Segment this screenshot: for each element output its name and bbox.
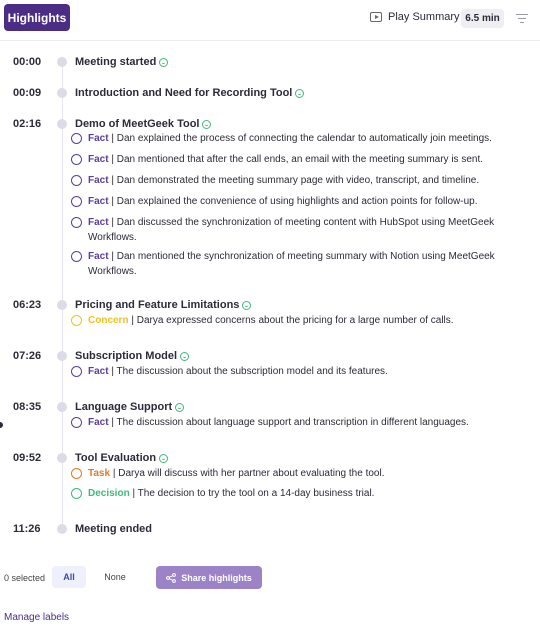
highlight-text <box>88 486 531 501</box>
footer-bar <box>0 566 540 590</box>
section-title <box>75 452 168 464</box>
scroll-handle[interactable] <box>0 422 3 428</box>
header-divider <box>0 40 540 41</box>
highlight-label: Fact <box>88 366 109 377</box>
section-title-text: Demo of MeetGeek Tool <box>75 118 200 130</box>
timeline-dot <box>57 88 67 98</box>
section-title <box>75 523 152 535</box>
play-icon <box>370 12 382 22</box>
highlight-text <box>88 249 531 279</box>
highlight-label: Fact <box>88 417 109 428</box>
select-all-button[interactable]: All <box>52 566 86 588</box>
highlight-text <box>88 215 531 245</box>
highlight-item[interactable] <box>71 131 531 146</box>
sentiment-smile-icon <box>159 58 168 67</box>
play-summary-label: Play Summary <box>388 11 460 23</box>
highlight-text <box>88 131 531 146</box>
highlight-label: Fact <box>88 196 109 207</box>
highlight-text <box>88 313 531 328</box>
highlight-body: | Dan explained the convenience of using highlights and action points for follow-up. <box>108 196 478 207</box>
select-checkbox[interactable] <box>71 251 82 262</box>
highlight-label: Fact <box>88 133 109 144</box>
sentiment-smile-icon <box>175 403 184 412</box>
highlight-label: Fact <box>88 251 109 262</box>
select-checkbox[interactable] <box>71 417 82 428</box>
highlight-item[interactable] <box>71 486 531 501</box>
highlight-body: | The discussion about the subscription model and its features. <box>108 366 388 377</box>
timeline-dot <box>57 524 67 534</box>
highlight-item[interactable] <box>71 194 531 209</box>
highlight-label: Concern <box>88 315 129 326</box>
highlight-body: | Dan demonstrated the meeting summary page with video, transcript, and timeline. <box>108 175 480 186</box>
highlight-item[interactable] <box>71 173 531 188</box>
highlight-label: Fact <box>88 217 109 228</box>
section-title-text: Meeting ended <box>75 523 153 535</box>
timeline-dot <box>57 453 67 463</box>
timeline-dot <box>57 300 67 310</box>
highlight-body: | Darya will discuss with her partner about evaluating the tool. <box>110 468 385 479</box>
sentiment-smile-icon <box>159 454 168 463</box>
select-checkbox[interactable] <box>71 196 82 207</box>
select-none-button[interactable]: None <box>104 572 126 582</box>
share-highlights-button[interactable] <box>156 566 262 589</box>
section-timestamp[interactable]: 08:35 <box>13 401 42 413</box>
select-checkbox[interactable] <box>71 366 82 377</box>
section-title-text: Introduction and Need for Recording Tool <box>75 87 293 99</box>
section-title <box>75 56 168 68</box>
highlight-item[interactable] <box>71 364 531 379</box>
highlight-body: | The discussion about language support and transcription in different languages. <box>108 417 469 428</box>
filter-icon[interactable] <box>516 13 528 23</box>
sentiment-smile-icon <box>202 120 211 129</box>
highlight-label: Fact <box>88 175 109 186</box>
timeline-dot <box>57 351 67 361</box>
highlight-text <box>88 173 531 188</box>
section-title-text: Language Support <box>75 401 173 413</box>
highlight-label: Task <box>88 468 111 479</box>
timeline-dot <box>57 119 67 129</box>
play-summary-button[interactable] <box>370 11 460 23</box>
highlight-body: | Dan mentioned that after the call ends, an email with the meeting summary is sent. <box>108 154 484 165</box>
highlights-button[interactable]: Highlights <box>4 4 70 31</box>
section-title <box>75 299 251 311</box>
section-title-text: Meeting started <box>75 56 157 68</box>
manage-labels-link[interactable]: Manage labels <box>4 612 70 623</box>
section-title-text: Pricing and Feature Limitations <box>75 299 240 311</box>
section-title <box>75 87 304 99</box>
highlight-text <box>88 364 531 379</box>
select-checkbox[interactable] <box>71 315 82 326</box>
highlight-text <box>88 194 531 209</box>
highlight-item[interactable] <box>71 152 531 167</box>
highlight-body: | Dan mentioned the synchronization of meeting summary with Notion using MeetGeek Workflows. <box>88 251 495 277</box>
sentiment-smile-icon <box>295 89 304 98</box>
duration-badge: 6.5 min <box>461 9 504 28</box>
highlight-body: | Dan discussed the synchronization of meeting content with HubSpot using MeetGeek Workflows. <box>88 217 495 243</box>
highlight-item[interactable] <box>71 415 531 430</box>
section-timestamp[interactable]: 06:23 <box>13 299 42 311</box>
section-timestamp[interactable]: 00:00 <box>13 56 42 68</box>
section-title <box>75 118 211 130</box>
share-highlights-label: Share highlights <box>181 572 252 583</box>
highlight-body: | The decision to try the tool on a 14-day business trial. <box>129 488 375 499</box>
highlight-item[interactable] <box>71 313 531 328</box>
section-title-text: Subscription Model <box>75 350 178 362</box>
select-checkbox[interactable] <box>71 217 82 228</box>
highlight-body: | Dan explained the process of connecting the calendar to automatically join meetings. <box>108 133 492 144</box>
section-title <box>75 401 184 413</box>
share-icon <box>166 573 176 583</box>
sentiment-smile-icon <box>180 352 189 361</box>
section-timestamp[interactable]: 11:26 <box>13 523 41 535</box>
highlight-text <box>88 415 531 430</box>
highlight-text <box>88 466 531 481</box>
select-checkbox[interactable] <box>71 468 82 479</box>
select-checkbox[interactable] <box>71 154 82 165</box>
selected-count: 0 selected <box>4 573 46 583</box>
select-checkbox[interactable] <box>71 175 82 186</box>
highlight-text <box>88 152 531 167</box>
timeline-dot <box>57 402 67 412</box>
highlight-item[interactable] <box>71 249 531 279</box>
section-timestamp[interactable]: 09:52 <box>13 452 42 464</box>
top-bar <box>0 0 540 36</box>
timeline-dot <box>57 57 67 67</box>
highlight-item[interactable] <box>71 466 531 481</box>
highlight-body: | Darya expressed concerns about the pricing for a large number of calls. <box>128 315 454 326</box>
highlight-item[interactable] <box>71 215 531 245</box>
section-title-text: Tool Evaluation <box>75 452 157 464</box>
sentiment-smile-icon <box>242 301 251 310</box>
highlight-label: Fact <box>88 154 109 165</box>
section-timestamp[interactable]: 02:16 <box>13 118 42 130</box>
section-timestamp[interactable]: 07:26 <box>13 350 42 362</box>
select-checkbox[interactable] <box>71 488 82 499</box>
select-checkbox[interactable] <box>71 133 82 144</box>
section-title <box>75 350 189 362</box>
section-timestamp[interactable]: 00:09 <box>13 87 42 99</box>
highlight-label: Decision <box>88 488 130 499</box>
